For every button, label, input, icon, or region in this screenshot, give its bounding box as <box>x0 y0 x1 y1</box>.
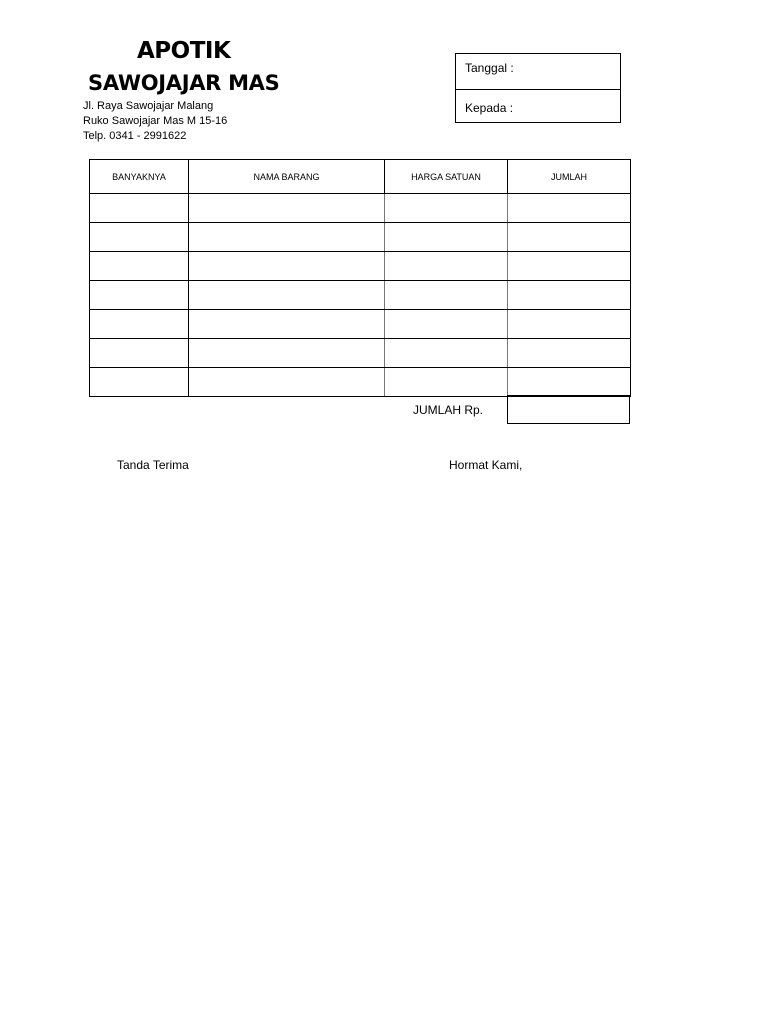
store-name-line1: APOTIK <box>137 38 231 64</box>
store-address-line2: Ruko Sawojajar Mas M 15-16 <box>83 115 228 127</box>
receiver-signature-label: Tanda Terima <box>117 458 189 472</box>
table-row <box>90 194 631 223</box>
cell-total[interactable] <box>508 310 631 339</box>
cell-unit-price[interactable] <box>385 339 508 368</box>
table-row <box>90 281 631 310</box>
cell-unit-price[interactable] <box>385 310 508 339</box>
header-item-name: NAMA BARANG <box>189 160 385 194</box>
header-total: JUMLAH <box>508 160 631 194</box>
cell-total[interactable] <box>508 339 631 368</box>
cell-item-name[interactable] <box>189 223 385 252</box>
table-row <box>90 223 631 252</box>
grand-total-label: JUMLAH Rp. <box>413 403 484 417</box>
cell-qty[interactable] <box>90 281 189 310</box>
items-table-body <box>90 194 631 397</box>
cell-qty[interactable] <box>90 194 189 223</box>
cell-unit-price[interactable] <box>385 194 508 223</box>
date-label: Tanggal : <box>465 61 514 75</box>
cell-item-name[interactable] <box>189 281 385 310</box>
cell-item-name[interactable] <box>189 310 385 339</box>
cell-unit-price[interactable] <box>385 368 508 397</box>
cell-item-name[interactable] <box>189 252 385 281</box>
cell-total[interactable] <box>508 194 631 223</box>
cell-item-name[interactable] <box>189 339 385 368</box>
cell-qty[interactable] <box>90 368 189 397</box>
cell-unit-price[interactable] <box>385 281 508 310</box>
cell-total[interactable] <box>508 281 631 310</box>
cell-qty[interactable] <box>90 339 189 368</box>
cell-total[interactable] <box>508 223 631 252</box>
items-table <box>89 159 631 397</box>
store-phone: Telp. 0341 - 2991622 <box>83 130 187 142</box>
cell-unit-price[interactable] <box>385 223 508 252</box>
date-field[interactable] <box>456 54 620 89</box>
cell-item-name[interactable] <box>189 368 385 397</box>
table-row <box>90 252 631 281</box>
table-row <box>90 310 631 339</box>
cell-qty[interactable] <box>90 223 189 252</box>
grand-total-field[interactable] <box>507 395 630 424</box>
cell-total[interactable] <box>508 368 631 397</box>
table-row <box>90 339 631 368</box>
cell-item-name[interactable] <box>189 194 385 223</box>
sender-signature-label: Hormat Kami, <box>449 458 523 472</box>
cell-qty[interactable] <box>90 310 189 339</box>
recipient-label: Kepada : <box>465 101 514 115</box>
header-unit-price: HARGA SATUAN <box>385 160 508 194</box>
store-address-line1: Jl. Raya Sawojajar Malang <box>83 100 214 112</box>
table-row <box>90 368 631 397</box>
cell-qty[interactable] <box>90 252 189 281</box>
table-header-row <box>90 160 631 194</box>
cell-unit-price[interactable] <box>385 252 508 281</box>
store-name-line2: SAWOJAJAR MAS <box>88 71 280 95</box>
header-qty: BANYAKNYA <box>90 160 189 194</box>
invoice-meta-box <box>455 53 621 123</box>
cell-total[interactable] <box>508 252 631 281</box>
recipient-field[interactable] <box>456 89 620 122</box>
